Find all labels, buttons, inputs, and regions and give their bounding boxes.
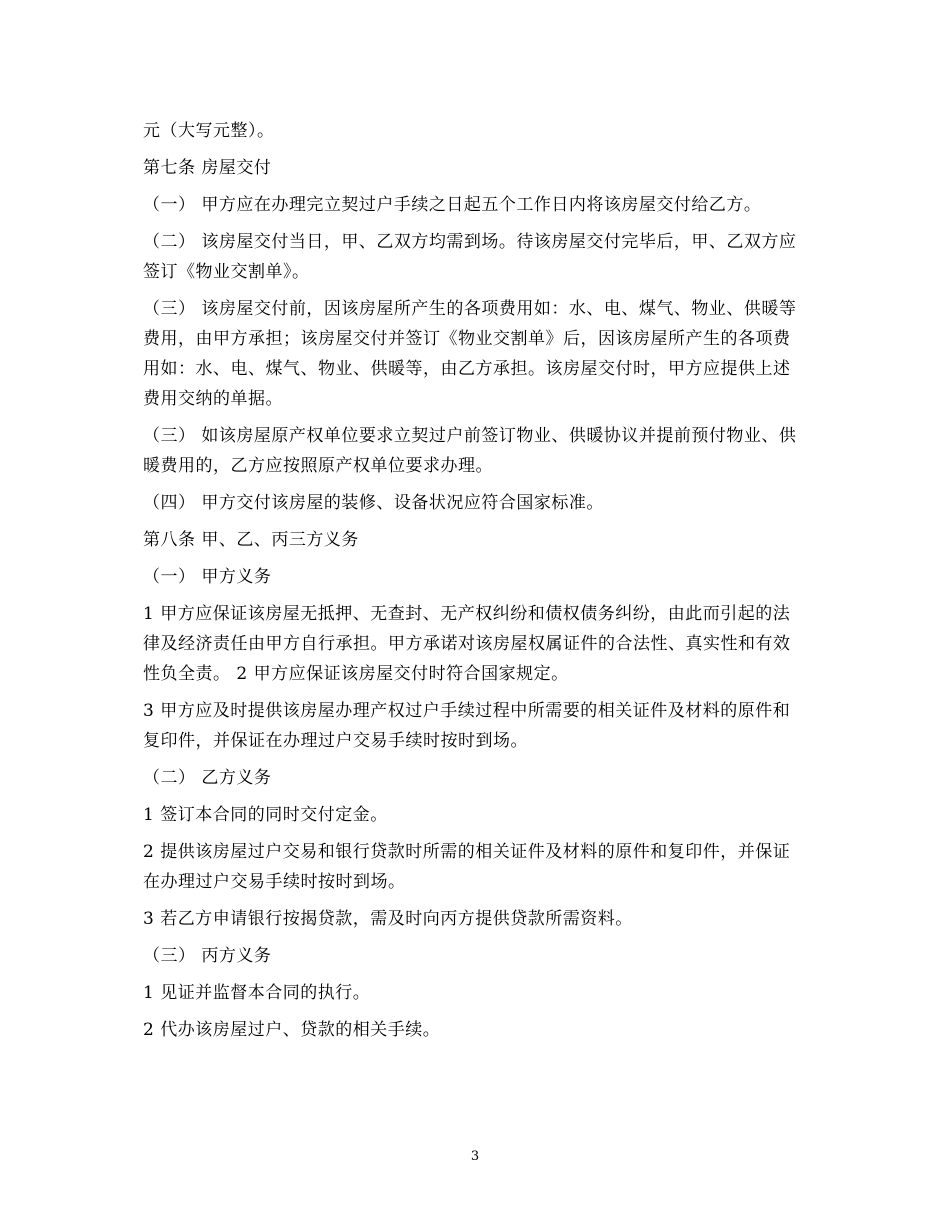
subheading-party-b: （二） 乙方义务 [143,768,272,788]
paragraph-7-3b: （三） 如该房屋原产权单位要求立契过户前签订物业、供暖协议并提前预付物业、供暖费用的，乙方应按照原产权单位要求办理。 [143,426,797,476]
paragraph-party-b-3: 3 若乙方申请银行按揭贷款，需及时向丙方提供贷款所需资料。 [143,909,633,929]
paragraph-7-1: （一） 甲方应在办理完立契过户手续之日起五个工作日内将该房屋交付给乙方。 [143,195,762,215]
page-number: 3 [470,1149,480,1164]
paragraph-party-c-2: 2 代办该房屋过户、贷款的相关手续。 [143,1020,441,1040]
subheading-party-a: （一） 甲方义务 [143,567,272,587]
paragraph-party-b-1: 1 签订本合同的同时交付定金。 [143,805,388,825]
paragraph-party-b-2: 2 提供该房屋过户交易和银行贷款时所需的相关证件及材料的原件和复印件，并保证在办理过户交易手续时按时到场。 [143,842,791,892]
subheading-party-c: （三） 丙方义务 [143,946,272,966]
paragraph-7-4: （四） 甲方交付该房屋的装修、设备状况应符合国家标准。 [143,493,604,513]
paragraph-party-a-1-2: 1 甲方应保证该房屋无抵押、无查封、无产权纠纷和债权债务纠纷，由此而引起的法律及经济责任由甲方自行承担。甲方承诺对该房屋权属证件的合法性、真实性和有效性负全责。 2 甲方应保证该房屋交付时符合国家规定。 [143,604,791,684]
heading-article-7: 第七条 房屋交付 [143,158,272,178]
paragraph-amount-continuation: 元（大写元整）。 [143,121,275,141]
heading-article-8: 第八条 甲、乙、丙三方义务 [143,530,359,550]
paragraph-party-c-1: 1 见证并监督本合同的执行。 [143,983,371,1003]
paragraph-party-a-3: 3 甲方应及时提供该房屋办理产权过户手续过程中所需要的相关证件及材料的原件和复印件，并保证在办理过户交易手续时按时到场。 [143,701,791,751]
document-body [143,116,803,1052]
paragraph-7-2: （二） 该房屋交付当日，甲、乙双方均需到场。待该房屋交付完毕后，甲、乙双方应签订《物业交割单》。 [143,232,797,282]
paragraph-7-3: （三） 该房屋交付前，因该房屋所产生的各项费用如：水、电、煤气、物业、供暖等费用，由甲方承担；该房屋交付并签订《物业交割单》后，因该房屋所产生的各项费用如：水、电、煤气、物业、供暖等，由乙方承担。该房屋交付时，甲方应提供上述费用交纳的单据。 [143,299,797,409]
